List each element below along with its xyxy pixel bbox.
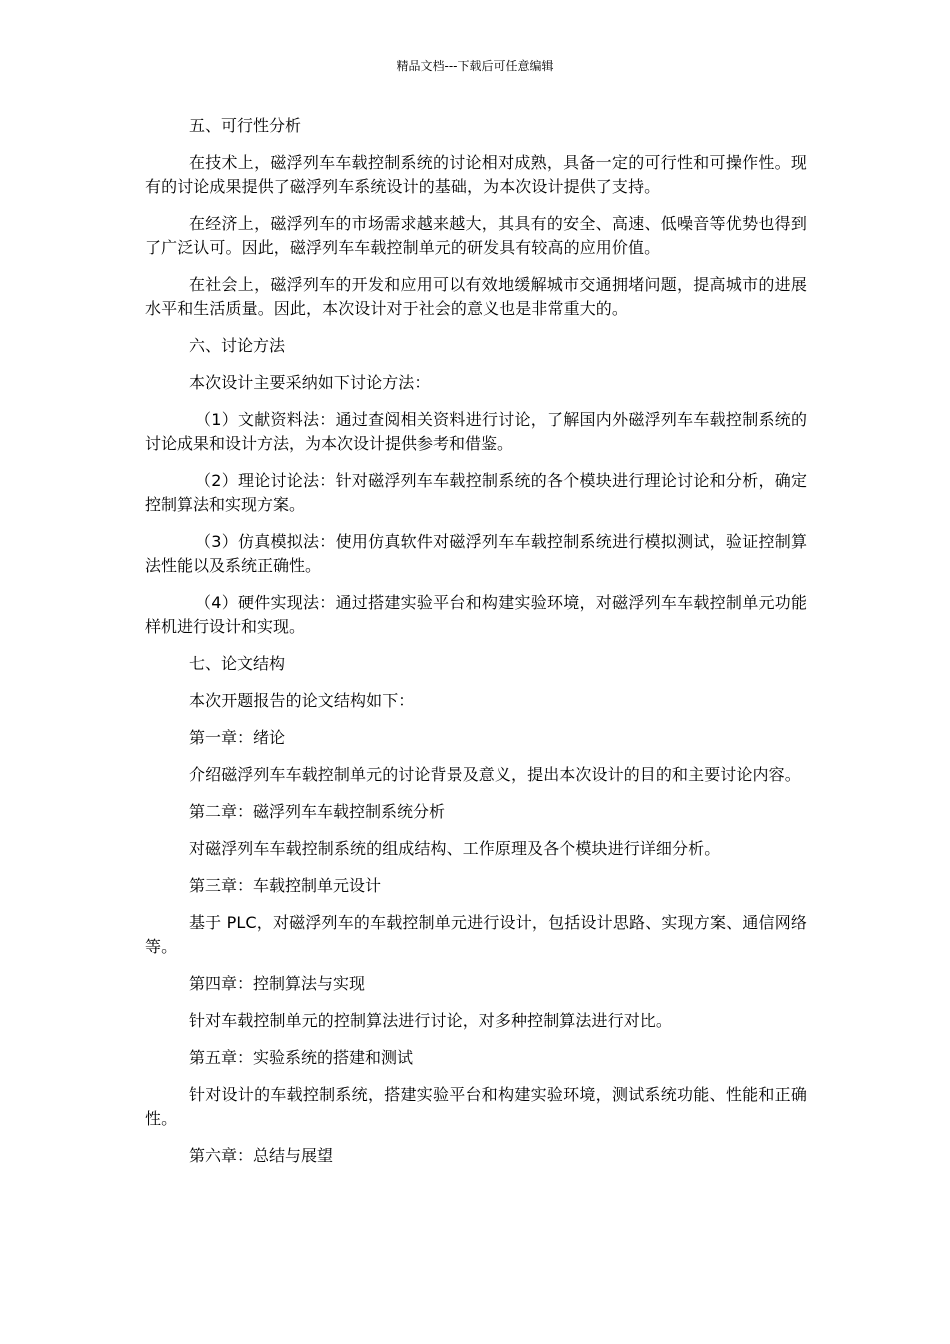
method-item: （2）理论讨论法：针对磁浮列车车载控制系统的各个模块进行理论讨论和分析，确定控制算法和实现方案。 [145, 471, 807, 514]
chapter-description: 针对设计的车载控制系统，搭建实验平台和构建实验环境，测试系统功能、性能和正确性。 [145, 1085, 807, 1128]
paragraph: 在技术上，磁浮列车车载控制系统的讨论相对成熟，具备一定的可行性和可操作性。现有的讨论成果提供了磁浮列车系统设计的基础，为本次设计提供了支持。 [145, 153, 807, 196]
chapter-description: 基于 PLC，对磁浮列车的车载控制单元进行设计，包括设计思路、实现方案、通信网络等。 [145, 913, 807, 956]
paragraph: 在社会上，磁浮列车的开发和应用可以有效地缓解城市交通拥堵问题，提高城市的进展水平和生活质量。因此，本次设计对于社会的意义也是非常重大的。 [145, 275, 807, 318]
document-body [145, 114, 807, 1181]
method-item: （1）文献资料法：通过查阅相关资料进行讨论，了解国内外磁浮列车车载控制系统的讨论成果和设计方法，为本次设计提供参考和借鉴。 [145, 410, 807, 453]
chapter-title: 第六章：总结与展望 [189, 1146, 334, 1165]
chapter-title: 第三章：车载控制单元设计 [189, 876, 382, 895]
paragraph: 本次开题报告的论文结构如下： [189, 691, 415, 710]
paragraph: 在经济上，磁浮列车的市场需求越来越大，其具有的安全、高速、低噪音等优势也得到了广泛认可。因此，磁浮列车车载控制单元的研发具有较高的应用价值。 [145, 214, 807, 257]
chapter-title: 第四章：控制算法与实现 [189, 974, 366, 993]
chapter-title: 第五章：实验系统的搭建和测试 [189, 1048, 414, 1067]
paragraph: 本次设计主要采纳如下讨论方法： [189, 373, 431, 392]
chapter-description: 对磁浮列车车载控制系统的组成结构、工作原理及各个模块进行详细分析。 [189, 839, 721, 858]
method-item: （3）仿真模拟法：使用仿真软件对磁浮列车车载控制系统进行模拟测试，验证控制算法性能以及系统正确性。 [145, 532, 807, 575]
chapter-title: 第二章：磁浮列车车载控制系统分析 [189, 802, 446, 821]
chapter-title: 第一章：绪论 [189, 728, 286, 747]
chapter-description: 针对车载控制单元的控制算法进行讨论，对多种控制算法进行对比。 [189, 1011, 673, 1030]
method-item: （4）硬件实现法：通过搭建实验平台和构建实验环境，对磁浮列车车载控制单元功能样机进行设计和实现。 [145, 593, 807, 636]
section-heading-feasibility: 五、可行性分析 [189, 116, 302, 135]
page-header: 精品文档---下载后可任意编辑 [396, 59, 554, 73]
section-heading-methods: 六、讨论方法 [189, 336, 286, 355]
chapter-description: 介绍磁浮列车车载控制单元的讨论背景及意义，提出本次设计的目的和主要讨论内容。 [189, 765, 801, 784]
section-heading-structure: 七、论文结构 [189, 654, 286, 673]
